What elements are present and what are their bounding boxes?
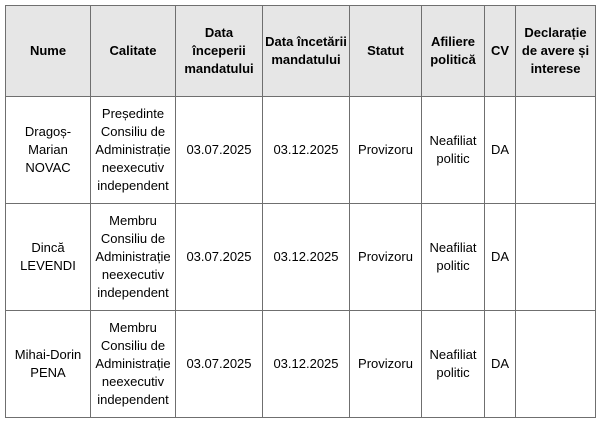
header-statut: Statut: [350, 6, 422, 97]
table-row: [6, 97, 596, 204]
cell-afiliere: Neafiliat politic: [422, 204, 485, 311]
cell-calitate: Membru Consiliu de Administrație neexecutiv independent: [91, 204, 176, 311]
cell-data-incetarii: 03.12.2025: [263, 97, 350, 204]
cell-statut: Provizoru: [350, 311, 422, 418]
header-declaratie: Declarație de avere și interese: [516, 6, 596, 97]
cell-data-inceperii: 03.07.2025: [176, 97, 263, 204]
cell-statut: Provizoru: [350, 204, 422, 311]
cell-afiliere: Neafiliat politic: [422, 97, 485, 204]
cell-afiliere: Neafiliat politic: [422, 311, 485, 418]
table-row: [6, 311, 596, 418]
cell-data-incetarii: 03.12.2025: [263, 311, 350, 418]
cell-nume: Dincă LEVENDI: [6, 204, 91, 311]
cell-calitate: Președinte Consiliu de Administrație neexecutiv independent: [91, 97, 176, 204]
cell-data-inceperii: 03.07.2025: [176, 204, 263, 311]
header-row: [6, 6, 596, 97]
cell-statut: Provizoru: [350, 97, 422, 204]
cell-nume: Dragoș-Marian NOVAC: [6, 97, 91, 204]
cell-calitate: Membru Consiliu de Administrație neexecutiv independent: [91, 311, 176, 418]
cell-data-inceperii: 03.07.2025: [176, 311, 263, 418]
cell-nume: Mihai-Dorin PENA: [6, 311, 91, 418]
cell-declaratie: [516, 97, 596, 204]
header-cv: CV: [485, 6, 516, 97]
cell-cv: DA: [485, 311, 516, 418]
header-afiliere: Afiliere politică: [422, 6, 485, 97]
header-data-incetarii: Data încetării mandatului: [263, 6, 350, 97]
cell-declaratie: [516, 311, 596, 418]
header-calitate: Calitate: [91, 6, 176, 97]
header-data-inceperii: Data începerii mandatului: [176, 6, 263, 97]
cell-cv: DA: [485, 97, 516, 204]
table-row: [6, 204, 596, 311]
cell-declaratie: [516, 204, 596, 311]
cell-cv: DA: [485, 204, 516, 311]
cell-data-incetarii: 03.12.2025: [263, 204, 350, 311]
board-members-table: [5, 5, 596, 418]
header-nume: Nume: [6, 6, 91, 97]
